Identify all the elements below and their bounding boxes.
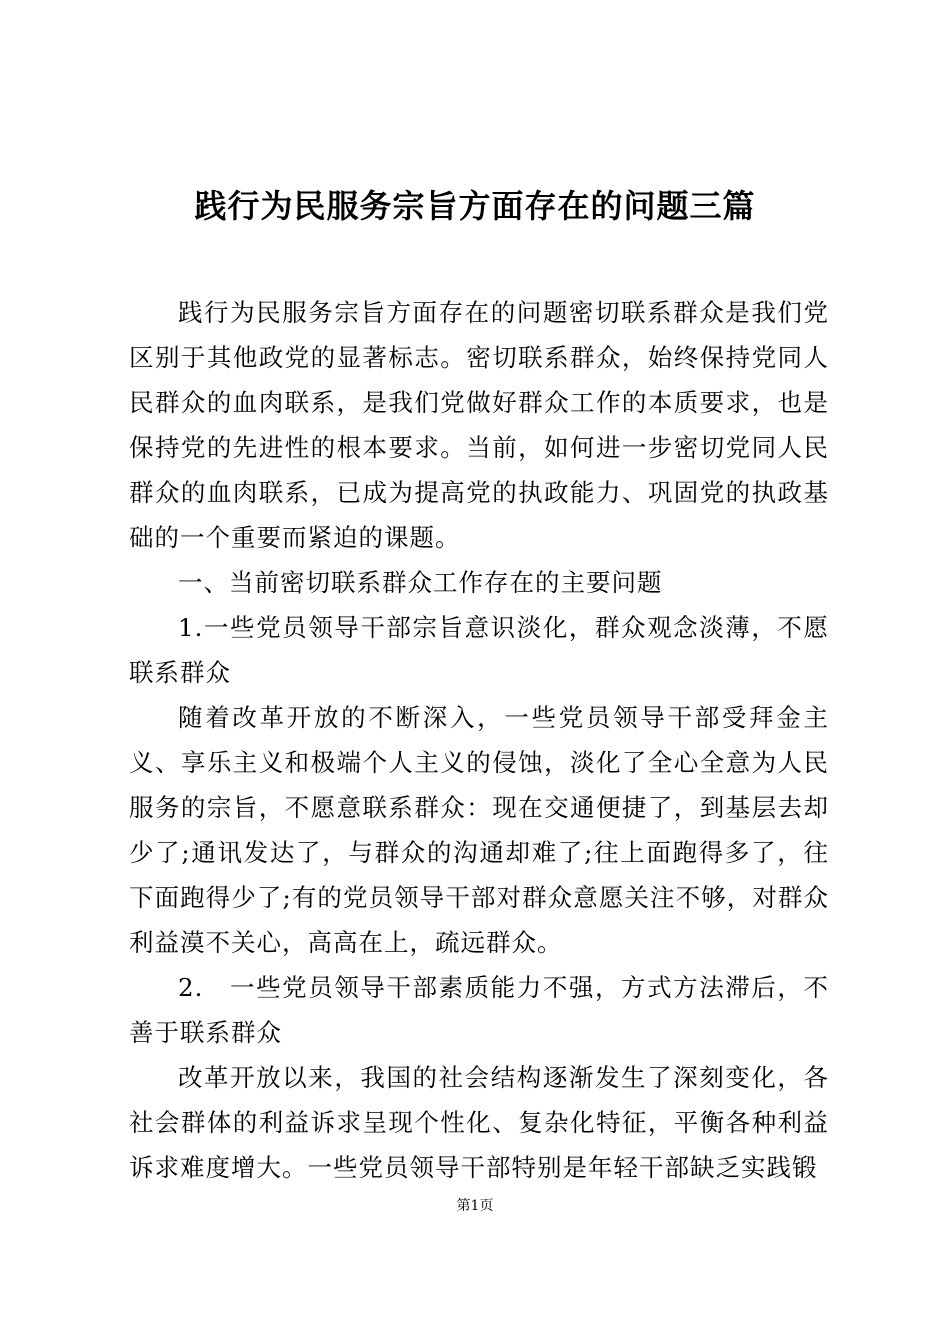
document-title: 践行为民服务宗旨方面存在的问题三篇 xyxy=(194,187,756,225)
paragraph-2: 改革开放以来，我国的社会结构逐渐发生了深刻变化，各社会群体的利益诉求呈现个性化、复杂化特征，平衡各种利益诉求难度增大。一些党员领导干部特别是年轻干部缺乏实践锻 xyxy=(129,1063,829,1182)
subheading-1: 1.一些党员领导干部宗旨意识淡化，群众观念淡薄，不愿联系群众 xyxy=(129,613,829,687)
paragraph-1: 随着改革开放的不断深入，一些党员领导干部受拜金主义、享乐主义和极端个人主义的侵蚀，淡化了全心全意为人民服务的宗旨，不愿意联系群众：现在交通便捷了，到基层去却少了;通讯发达了，与群众的沟通却难了;往上面跑得多了，往下面跑得少了;有的党员领导干部对群众意愿关注不够，对群众利益漠不关心，高高在上，疏远群众。 xyxy=(129,703,829,957)
page-number: 第1页 xyxy=(456,1198,494,1214)
subheading-2: 2. 一些党员领导干部素质能力不强，方式方法滞后，不善于联系群众 xyxy=(129,973,829,1047)
section-heading-1: 一、当前密切联系群众工作存在的主要问题 xyxy=(178,568,663,597)
paragraph-intro: 践行为民服务宗旨方面存在的问题密切联系群众是我们党区别于其他政党的显著标志。密切联系群众，始终保持党同人民群众的血肉联系，是我们党做好群众工作的本质要求，也是保持党的先进性的根本要求。当前，如何进一步密切党同人民群众的血肉联系，已成为提高党的执政能力、巩固党的执政基础的一个重要而紧迫的课题。 xyxy=(129,298,829,552)
document-body xyxy=(129,290,829,1190)
